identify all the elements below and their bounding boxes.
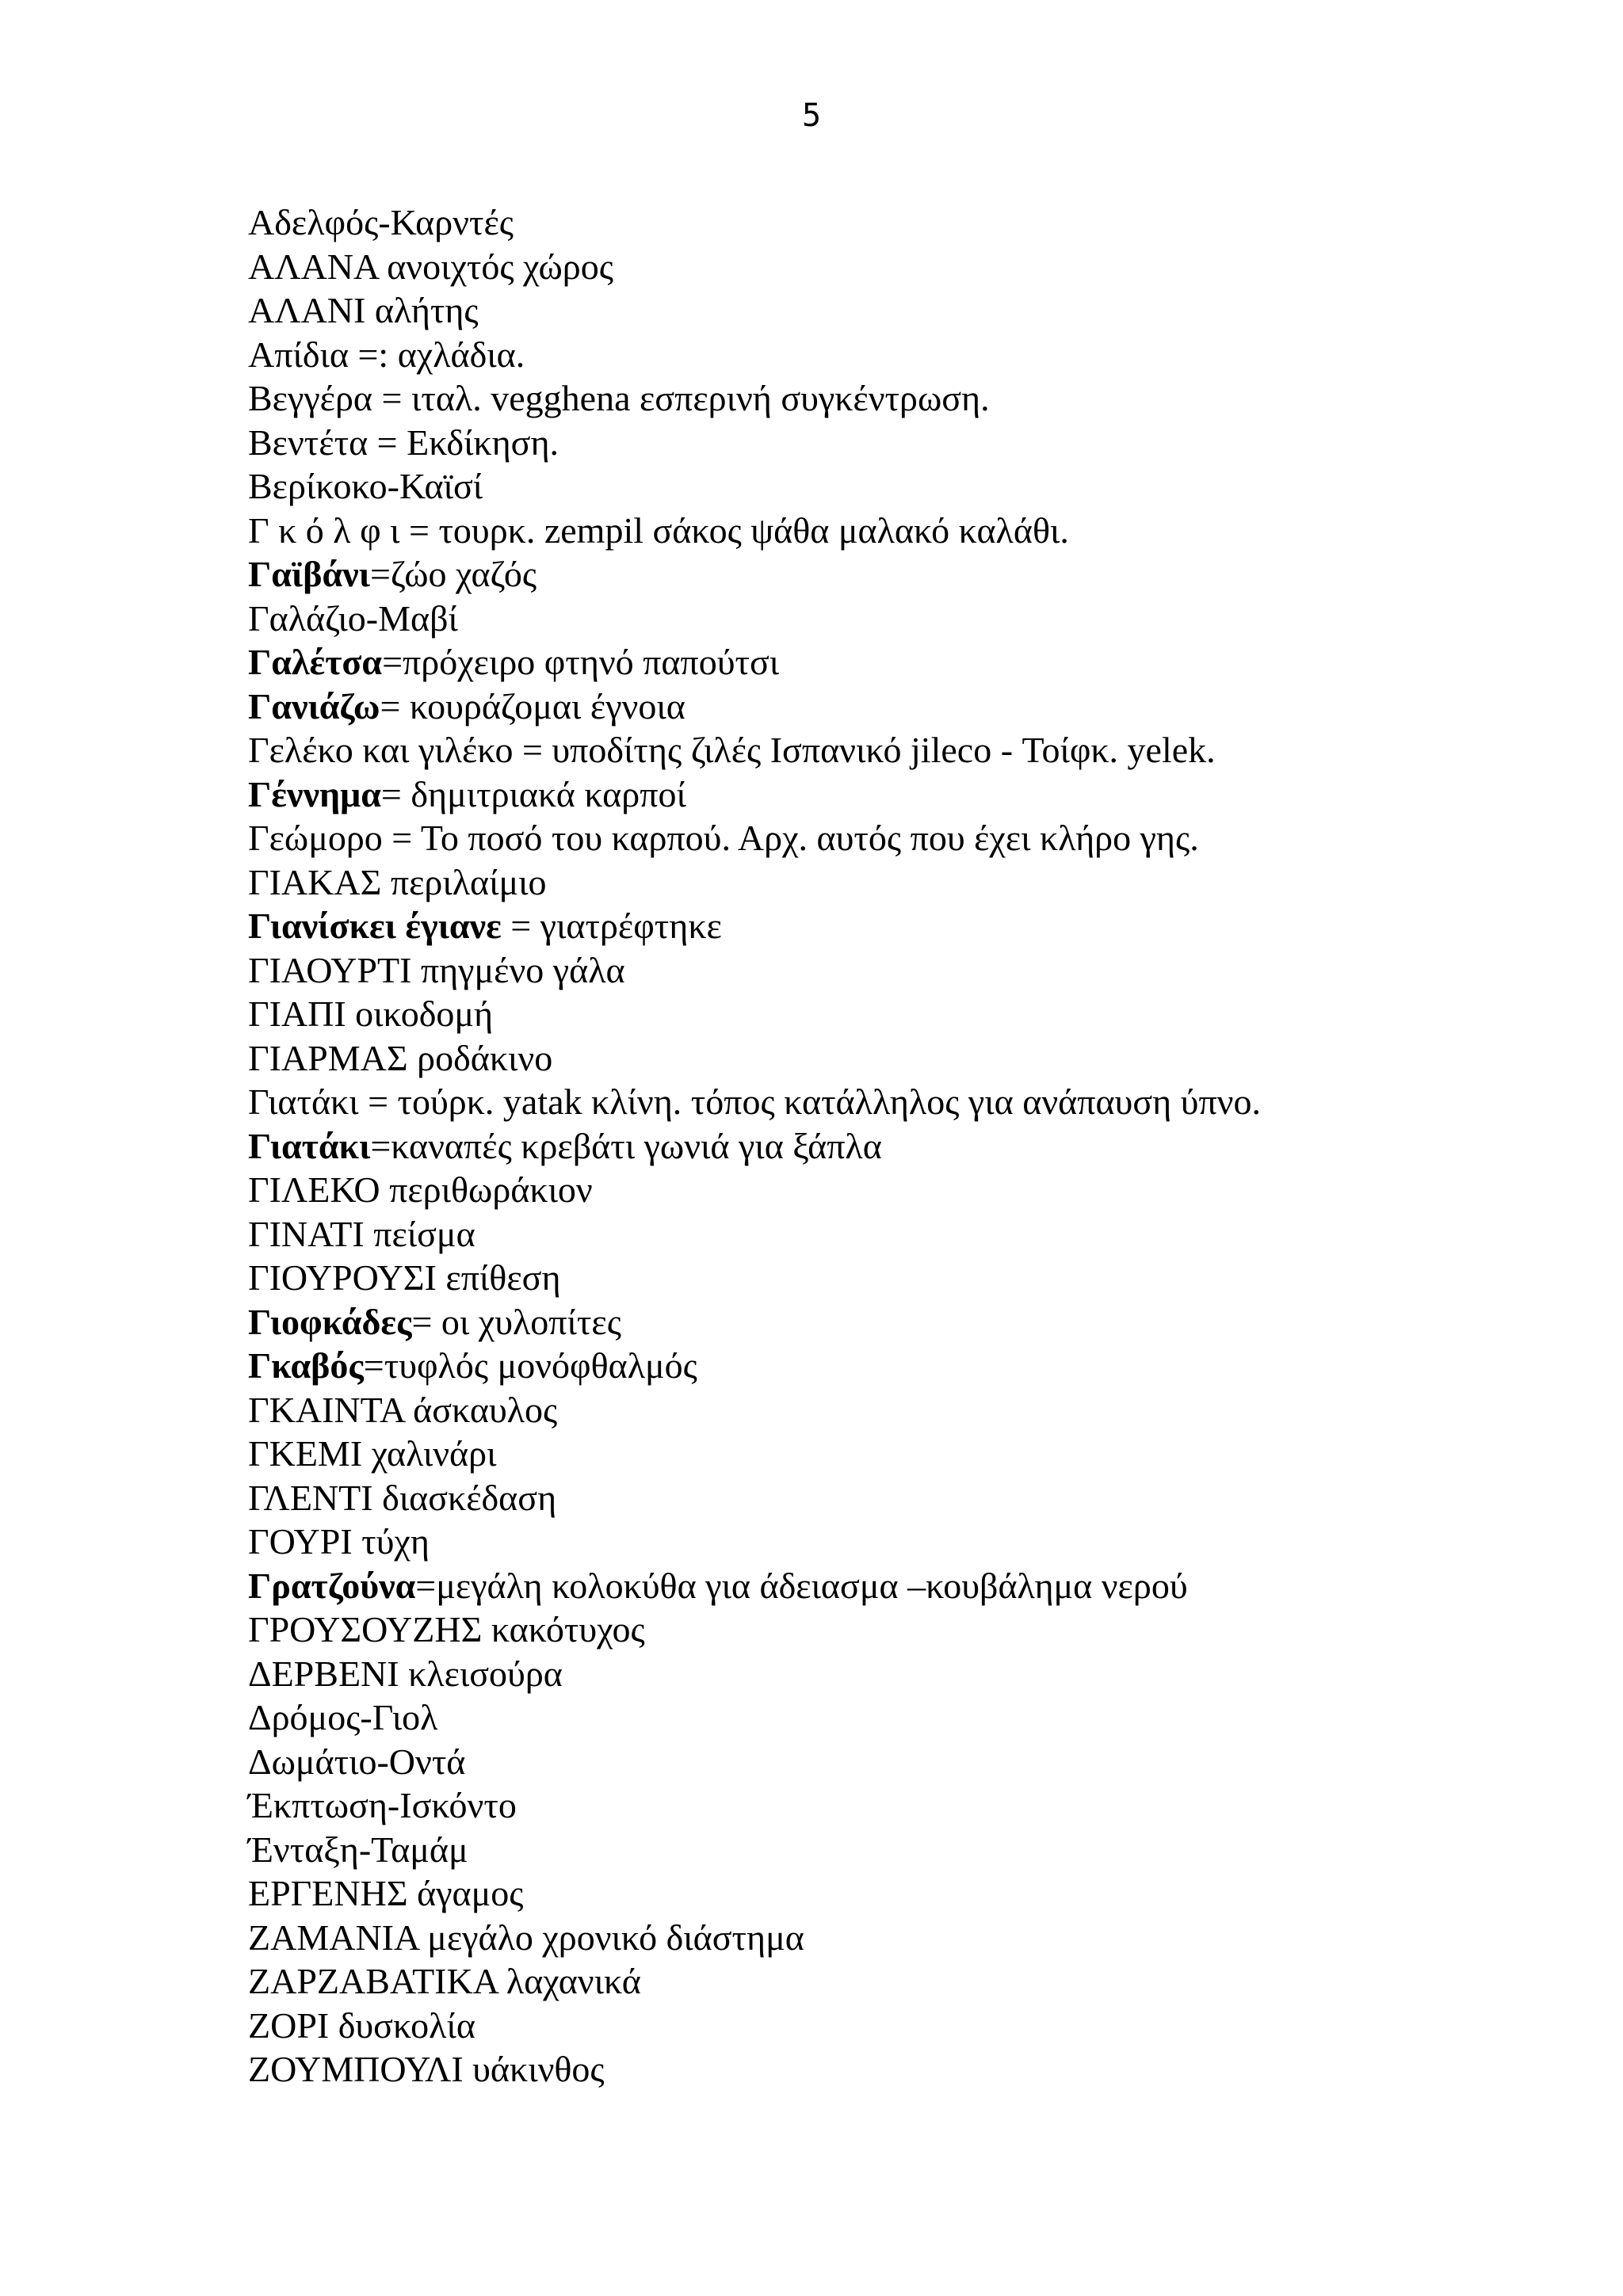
entry-headword: Γαλέτσα [248, 642, 383, 682]
entry-text: ΓΙΑΚΑΣ περιλαίμιο [248, 861, 547, 902]
entry-text: Έκπτωση-Ισκόντο [248, 1785, 517, 1825]
entry-text: Δρόμος-Γιολ [248, 1697, 438, 1737]
entry-text: ΓΙΑΡΜΑΣ ροδάκινο [248, 1037, 553, 1078]
glossary-entry [248, 288, 1516, 333]
entry-text: ΑΛΑΝΑ ανοιχτός χώρος [248, 246, 613, 287]
glossary-entry [248, 333, 1516, 377]
entry-text: =ζώο χαζός [369, 554, 537, 594]
glossary-entry [248, 685, 1516, 729]
entry-text: ΔΕΡΒΕΝΙ κλεισούρα [248, 1653, 563, 1694]
glossary-entry [248, 1959, 1516, 2004]
entry-headword: Γρατζούνα [248, 1565, 416, 1606]
entry-text: ΓΙΑΟΥΡΤΙ πηγμένο γάλα [248, 949, 625, 990]
glossary-entry [248, 1520, 1516, 1564]
entry-text: =μεγάλη κολοκύθα για άδειασμα –κουβάλημα νερού [415, 1565, 1188, 1606]
entry-text: ΓΚΕΜΙ χαλινάρι [248, 1433, 497, 1474]
entry-text: =καναπές κρεβάτι γωνιά για ξάπλα [370, 1125, 882, 1166]
glossary-entry [248, 728, 1516, 772]
entry-headword: Γέννημα [248, 773, 381, 814]
page-number: 5 [801, 97, 822, 134]
entry-headword: Γιατάκι [248, 1125, 371, 1166]
entry-text: ΖΟΡΙ δυσκολία [248, 2004, 475, 2046]
entry-text: ΑΛΑΝΙ αλήτης [248, 290, 479, 330]
entry-text: = δημιτριακά καρποί [380, 773, 686, 814]
glossary-entry [248, 1344, 1516, 1388]
entry-text: Γεώμορο = Το ποσό του καρπού. Αρχ. αυτός που έχει κλήρο γης. [248, 818, 1199, 858]
entry-headword: Γανιάζω [248, 685, 380, 727]
entry-text: Γ κ ό λ φ ι = τουρκ. zempil σάκος ψάθα μαλακό καλάθι. [248, 509, 1069, 551]
glossary-entry-list [248, 200, 1516, 2092]
entry-text: ΓΙΟΥΡΟΥΣΙ επίθεση [248, 1257, 561, 1298]
entry-headword: Γκαβός [248, 1345, 364, 1386]
glossary-entry [248, 1695, 1516, 1740]
glossary-entry [248, 904, 1516, 948]
entry-text: Απίδια =: αχλάδια. [248, 334, 525, 375]
glossary-entry [248, 1124, 1516, 1169]
glossary-entry [248, 816, 1516, 860]
glossary-entry [248, 421, 1516, 465]
entry-text: = κουράζομαι έγνοια [380, 685, 685, 727]
entry-text: Γιατάκι = τούρκ. yatak κλίνη. τόπος κατάλληλος για ανάπαυση ύπνο. [248, 1081, 1261, 1122]
entry-text: ΓΙΑΠΙ οικοδομή [248, 994, 494, 1034]
glossary-entry [248, 597, 1516, 641]
entry-text: Γαλάζιο-Μαβί [248, 597, 458, 639]
glossary-entry [248, 640, 1516, 685]
glossary-entry [248, 1608, 1516, 1652]
entry-headword: Γιανίσκει έγιανε [248, 906, 502, 946]
entry-headword: Γαϊβάνι [248, 554, 370, 594]
glossary-entry [248, 1783, 1516, 1828]
entry-text: Αδελφός-Καρντές [248, 202, 514, 242]
glossary-entry [248, 992, 1516, 1036]
entry-text: ΖΟΥΜΠΟΥΛΙ υάκινθος [248, 2049, 605, 2089]
entry-text: =πρόχειρο φτηνό παπούτσι [382, 642, 780, 682]
glossary-entry [248, 1300, 1516, 1344]
entry-text: Γελέκο και γιλέκο = υποδίτης ζιλές Ισπανικό jileco - Τοίφκ. yelek. [248, 730, 1216, 770]
glossary-entry [248, 1168, 1516, 1212]
entry-text: Βεγγέρα = ιταλ. vegghena εσπερινή συγκέντρωση. [248, 378, 990, 418]
glossary-entry [248, 200, 1516, 245]
glossary-entry [248, 860, 1516, 905]
glossary-entry [248, 2004, 1516, 2048]
glossary-entry [248, 1916, 1516, 1960]
glossary-entry [248, 1212, 1516, 1257]
entry-text: ΖΑΡΖΑΒΑΤΙΚΑ λαχανικά [248, 1961, 641, 2001]
entry-text: Βεντέτα = Εκδίκηση. [248, 421, 559, 463]
glossary-entry [248, 2047, 1516, 2092]
entry-text: =τυφλός μονόφθαλμός [363, 1345, 697, 1386]
glossary-entry [248, 1036, 1516, 1081]
glossary-entry [248, 464, 1516, 509]
entry-text: = γιατρέφτηκε [501, 906, 722, 946]
entry-text: = οι χυλοπίτες [411, 1301, 621, 1342]
glossary-entry [248, 552, 1516, 597]
entry-text: ΖΑΜΑΝΙΑ μεγάλο χρονικό διάστημα [248, 1917, 804, 1958]
entry-headword: Γιοφκάδες [248, 1301, 412, 1342]
glossary-entry [248, 1432, 1516, 1476]
glossary-entry [248, 1388, 1516, 1432]
entry-text: Δωμάτιο-Οντά [248, 1741, 466, 1782]
entry-text: ΓΙΛΕΚΟ περιθωράκιον [248, 1169, 593, 1210]
entry-text: Βερίκοκο-Καϊσί [248, 466, 483, 506]
glossary-entry [248, 948, 1516, 993]
entry-text: ΓΛΕΝΤΙ διασκέδαση [248, 1477, 557, 1518]
entry-text: Ένταξη-Ταμάμ [248, 1829, 468, 1870]
entry-text: ΓΚΑΙΝΤΑ άσκαυλος [248, 1389, 558, 1430]
glossary-entry [248, 1828, 1516, 1872]
entry-text: ΓΙΝΑΤΙ πείσμα [248, 1213, 475, 1254]
glossary-entry [248, 1256, 1516, 1300]
glossary-entry [248, 376, 1516, 421]
entry-text: ΓΡΟΥΣΟΥΖΗΣ κακότυχος [248, 1609, 645, 1650]
entry-text: ΕΡΓΕΝΗΣ άγαμος [248, 1873, 524, 1913]
glossary-entry [248, 1652, 1516, 1696]
glossary-entry [248, 772, 1516, 817]
glossary-entry [248, 1476, 1516, 1520]
glossary-entry [248, 1564, 1516, 1608]
glossary-entry [248, 1740, 1516, 1784]
glossary-entry [248, 1080, 1516, 1124]
entry-text: ΓΟΥΡΙ τύχη [248, 1521, 430, 1562]
glossary-entry [248, 245, 1516, 289]
glossary-entry [248, 509, 1516, 553]
glossary-entry [248, 1871, 1516, 1916]
